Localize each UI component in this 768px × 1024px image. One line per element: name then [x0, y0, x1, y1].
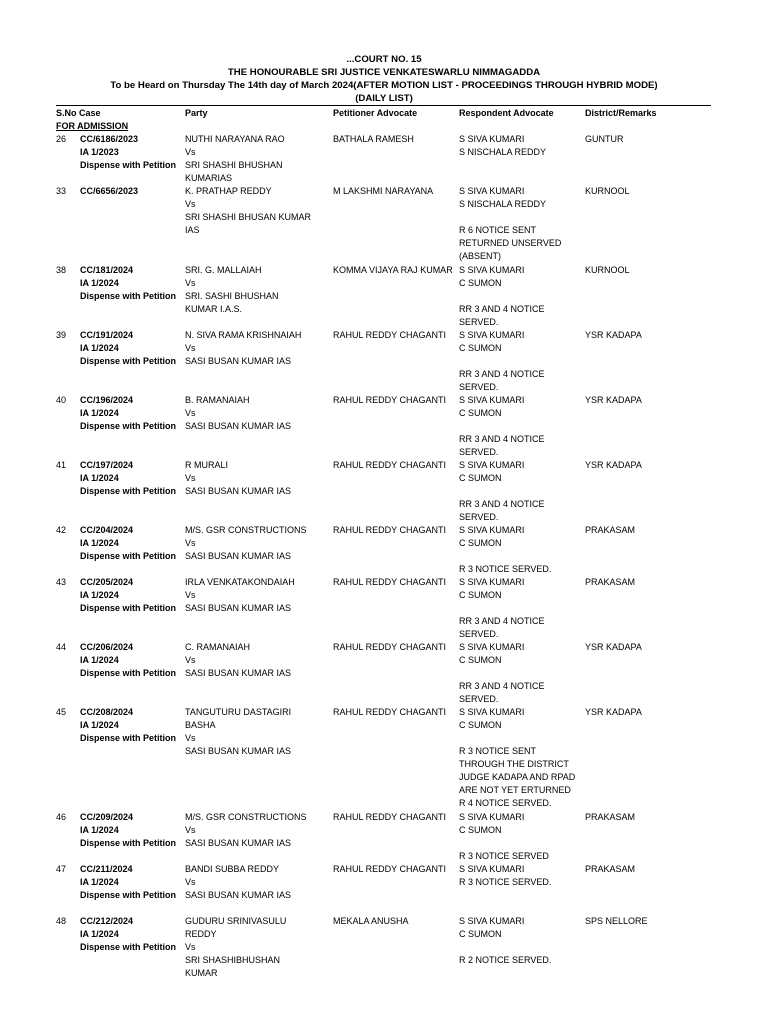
party-names — [185, 915, 286, 980]
party-names-line: B. RAMANAIAH — [185, 395, 250, 405]
case-number-line: IA 1/2024 — [80, 825, 119, 835]
respondent-advocate — [459, 524, 551, 576]
respondent-advocate — [459, 706, 575, 810]
respondent-advocate-line: C SUMON — [459, 655, 502, 665]
petitioner-advocate-line: RAHUL REDDY CHAGANTI — [333, 812, 447, 822]
case-number — [80, 863, 176, 902]
respondent-advocate-line: SERVED. — [459, 317, 499, 327]
serial-number: 33 — [56, 186, 67, 196]
respondent-advocate — [459, 641, 545, 706]
blank-line — [459, 355, 545, 368]
district-remarks: YSR KADAPA — [585, 395, 642, 405]
case-number — [80, 811, 176, 850]
party-names — [185, 185, 311, 237]
blank-line — [459, 211, 561, 224]
district-remarks: PRAKASAM — [585, 577, 636, 587]
respondent-advocate-line: S SIVA KUMARI — [459, 525, 525, 535]
case-number-line: IA 1/2024 — [80, 408, 119, 418]
serial-number: 38 — [56, 265, 67, 275]
party-names — [185, 394, 291, 433]
column-header-district: District/Remarks — [585, 108, 657, 118]
blank-line — [459, 837, 549, 850]
column-header-petitioner: Petitioner Advocate — [333, 108, 418, 118]
party-names-line: M/S. GSR CONSTRUCTIONS — [185, 525, 307, 535]
case-number-line: Dispense with Petition — [80, 733, 177, 743]
respondent-advocate-line: S SIVA KUMARI — [459, 707, 525, 717]
blank-line — [459, 732, 575, 745]
respondent-advocate-line: C SUMON — [459, 473, 502, 483]
case-number-line: Dispense with Petition — [80, 603, 177, 613]
petitioner-advocate-line: RAHUL REDDY CHAGANTI — [333, 330, 447, 340]
petitioner-advocate — [333, 133, 414, 146]
petitioner-advocate — [333, 459, 446, 472]
party-names-line: SASI BUSAN KUMAR IAS — [185, 421, 292, 431]
party-names-line: SRI SHASHI BHUSAN KUMAR — [185, 212, 312, 222]
party-names-line: M/S. GSR CONSTRUCTIONS — [185, 812, 307, 822]
party-names-line: SASI BUSAN KUMAR IAS — [185, 890, 292, 900]
party-names-line: BANDI SUBBA REDDY — [185, 864, 280, 874]
case-number-line: Dispense with Petition — [80, 160, 177, 170]
serial-number: 48 — [56, 916, 67, 926]
case-number-line: CC/206/2024 — [80, 642, 134, 652]
party-names — [185, 811, 307, 850]
respondent-advocate-line: R 3 NOTICE SERVED. — [459, 877, 552, 887]
respondent-advocate-line: S SIVA KUMARI — [459, 864, 525, 874]
party-names — [185, 133, 285, 185]
respondent-advocate-line: R 2 NOTICE SERVED. — [459, 955, 552, 965]
party-names — [185, 264, 279, 316]
respondent-advocate-line: C SUMON — [459, 278, 502, 288]
respondent-advocate-line: C SUMON — [459, 343, 502, 353]
petitioner-advocate-line: M LAKSHMI NARAYANA — [333, 186, 434, 196]
party-names-line: KUMAR — [185, 968, 218, 978]
case-number-line: Dispense with Petition — [80, 668, 177, 678]
respondent-advocate-line: C SUMON — [459, 408, 502, 418]
case-number-line: Dispense with Petition — [80, 551, 177, 561]
party-names-line: IRLA VENKATAKONDAIAH — [185, 577, 295, 587]
case-number — [80, 915, 176, 954]
party-names-line: TANGUTURU DASTAGIRI — [185, 707, 292, 717]
party-names-line: IAS — [185, 225, 200, 235]
case-number-line: IA 1/2024 — [80, 929, 119, 939]
party-names-line: Vs — [185, 343, 196, 353]
case-number-line: IA 1/2024 — [80, 278, 119, 288]
party-names-line: SRI SHASHIBHUSHAN — [185, 955, 281, 965]
respondent-advocate — [459, 394, 545, 459]
respondent-advocate-line: S SIVA KUMARI — [459, 330, 525, 340]
party-names — [185, 863, 291, 902]
petitioner-advocate-line: MEKALA ANUSHA — [333, 916, 409, 926]
party-names-line: Vs — [185, 733, 196, 743]
party-names-line: SASI BUSAN KUMAR IAS — [185, 838, 292, 848]
petitioner-advocate — [333, 706, 446, 719]
respondent-advocate-line: C SUMON — [459, 720, 502, 730]
respondent-advocate-line: R 4 NOTICE SERVED. — [459, 798, 552, 808]
case-number — [80, 133, 176, 172]
case-number-line: IA 1/2024 — [80, 538, 119, 548]
party-names-line: Vs — [185, 278, 196, 288]
petitioner-advocate — [333, 641, 446, 654]
petitioner-advocate — [333, 394, 446, 407]
case-number — [80, 641, 176, 680]
party-names — [185, 459, 291, 498]
column-header-respondent: Respondent Advocate — [459, 108, 554, 118]
column-header-sno-case: S.No Case — [56, 108, 101, 118]
party-names — [185, 706, 291, 758]
respondent-advocate — [459, 264, 545, 329]
district-remarks: SPS NELLORE — [585, 916, 648, 926]
respondent-advocate-line: S NISCHALA REDDY — [459, 199, 547, 209]
party-names-line: SASI BUSAN KUMAR IAS — [185, 356, 292, 366]
petitioner-advocate-line: BATHALA RAMESH — [333, 134, 414, 144]
district-remarks: GUNTUR — [585, 134, 624, 144]
petitioner-advocate-line: KOMMA VIJAYA RAJ KUMAR — [333, 265, 453, 275]
party-names-line: Vs — [185, 473, 196, 483]
column-header-party: Party — [185, 108, 208, 118]
party-names — [185, 329, 301, 368]
district-remarks: PRAKASAM — [585, 864, 636, 874]
case-number-line: CC/197/2024 — [80, 460, 134, 470]
case-number-line: CC/196/2024 — [80, 395, 134, 405]
respondent-advocate-line: JUDGE KADAPA AND RPAD — [459, 772, 576, 782]
case-number-line: Dispense with Petition — [80, 942, 177, 952]
party-names-line: SASI BUSAN KUMAR IAS — [185, 486, 292, 496]
party-names-line: Vs — [185, 147, 196, 157]
petitioner-advocate-line: RAHUL REDDY CHAGANTI — [333, 395, 447, 405]
respondent-advocate-line: R 3 NOTICE SERVED. — [459, 564, 552, 574]
party-names-line: R MURALI — [185, 460, 229, 470]
serial-number: 47 — [56, 864, 67, 874]
petitioner-advocate-line: RAHUL REDDY CHAGANTI — [333, 642, 447, 652]
district-remarks: YSR KADAPA — [585, 642, 642, 652]
serial-number: 44 — [56, 642, 67, 652]
section-title: FOR ADMISSION — [56, 121, 129, 131]
case-number — [80, 185, 138, 198]
petitioner-advocate-line: RAHUL REDDY CHAGANTI — [333, 577, 447, 587]
district-remarks: PRAKASAM — [585, 812, 636, 822]
district-remarks: KURNOOL — [585, 265, 630, 275]
respondent-advocate — [459, 811, 549, 863]
case-number — [80, 329, 176, 368]
case-number — [80, 524, 176, 563]
respondent-advocate-line: S SIVA KUMARI — [459, 577, 525, 587]
respondent-advocate-line: SERVED. — [459, 629, 499, 639]
petitioner-advocate — [333, 524, 446, 537]
respondent-advocate-line: R 6 NOTICE SENT — [459, 225, 537, 235]
petitioner-advocate — [333, 915, 409, 928]
serial-number: 26 — [56, 134, 67, 144]
petitioner-advocate — [333, 329, 446, 342]
serial-number: 41 — [56, 460, 67, 470]
district-remarks: YSR KADAPA — [585, 707, 642, 717]
petitioner-advocate — [333, 863, 446, 876]
petitioner-advocate-line: RAHUL REDDY CHAGANTI — [333, 707, 447, 717]
case-number-line: IA 1/2024 — [80, 877, 119, 887]
party-names-line: Vs — [185, 825, 196, 835]
party-names-line: Vs — [185, 538, 196, 548]
case-number — [80, 459, 176, 498]
blank-line — [459, 602, 545, 615]
respondent-advocate-line: S SIVA KUMARI — [459, 186, 525, 196]
case-number-line: IA 1/2024 — [80, 720, 119, 730]
district-remarks: PRAKASAM — [585, 525, 636, 535]
blank-line — [459, 941, 551, 954]
case-number-line: CC/6656/2023 — [80, 186, 139, 196]
district-remarks: KURNOOL — [585, 186, 630, 196]
respondent-advocate-line: C SUMON — [459, 590, 502, 600]
case-number-line: CC/191/2024 — [80, 330, 134, 340]
respondent-advocate — [459, 863, 551, 889]
case-number-line: CC/211/2024 — [80, 864, 133, 874]
party-names — [185, 524, 307, 563]
case-number-line: CC/181/2024 — [80, 265, 134, 275]
party-names-line: N. SIVA RAMA KRISHNAIAH — [185, 330, 302, 340]
respondent-advocate-line: SERVED. — [459, 694, 499, 704]
serial-number: 43 — [56, 577, 67, 587]
case-number — [80, 264, 176, 303]
party-names-line: BASHA — [185, 720, 216, 730]
respondent-advocate-line: C SUMON — [459, 538, 502, 548]
header-divider — [56, 105, 711, 106]
respondent-advocate-line: SERVED. — [459, 447, 499, 457]
petitioner-advocate — [333, 185, 433, 198]
petitioner-advocate — [333, 576, 446, 589]
respondent-advocate-line: RR 3 AND 4 NOTICE — [459, 616, 545, 626]
case-number-line: CC/212/2024 — [80, 916, 134, 926]
respondent-advocate-line: RR 3 AND 4 NOTICE — [459, 369, 545, 379]
petitioner-advocate-line: RAHUL REDDY CHAGANTI — [333, 864, 447, 874]
blank-line — [459, 667, 545, 680]
respondent-advocate-line: S SIVA KUMARI — [459, 812, 525, 822]
case-number-line: Dispense with Petition — [80, 356, 177, 366]
petitioner-advocate-line: RAHUL REDDY CHAGANTI — [333, 460, 447, 470]
serial-number: 45 — [56, 707, 67, 717]
respondent-advocate — [459, 459, 545, 524]
respondent-advocate-line: RR 3 AND 4 NOTICE — [459, 499, 545, 509]
case-number-line: CC/209/2024 — [80, 812, 134, 822]
party-names-line: KUMARIAS — [185, 173, 233, 183]
respondent-advocate-line: S SIVA KUMARI — [459, 265, 525, 275]
party-names-line: Vs — [185, 199, 196, 209]
court-number: ...COURT NO. 15 — [346, 54, 422, 65]
respondent-advocate-line: SERVED. — [459, 382, 499, 392]
party-names-line: REDDY — [185, 929, 217, 939]
respondent-advocate-line: S SIVA KUMARI — [459, 642, 525, 652]
serial-number: 39 — [56, 330, 67, 340]
party-names-line: SRI. SASHI BHUSHAN — [185, 291, 279, 301]
party-names-line: Vs — [185, 942, 196, 952]
party-names-line: GUDURU SRINIVASULU — [185, 916, 287, 926]
case-number — [80, 706, 176, 745]
respondent-advocate-line: RETURNED UNSERVED — [459, 238, 562, 248]
respondent-advocate — [459, 133, 546, 159]
district-remarks: YSR KADAPA — [585, 330, 642, 340]
respondent-advocate-line: S SIVA KUMARI — [459, 134, 525, 144]
respondent-advocate-line: THROUGH THE DISTRICT — [459, 759, 569, 769]
party-names-line: NUTHI NARAYANA RAO — [185, 134, 285, 144]
respondent-advocate — [459, 576, 545, 641]
case-number-line: Dispense with Petition — [80, 421, 177, 431]
case-number-line: CC/205/2024 — [80, 577, 134, 587]
serial-number: 40 — [56, 395, 67, 405]
respondent-advocate-line: S SIVA KUMARI — [459, 395, 525, 405]
serial-number: 46 — [56, 812, 67, 822]
case-number-line: Dispense with Petition — [80, 890, 177, 900]
party-names-line: Vs — [185, 877, 196, 887]
respondent-advocate-line: (ABSENT) — [459, 251, 502, 261]
party-names-line: SASI BUSAN KUMAR IAS — [185, 551, 292, 561]
case-number-line: CC/6186/2023 — [80, 134, 139, 144]
party-names-line: Vs — [185, 408, 196, 418]
party-names-line: SRI. G. MALLAIAH — [185, 265, 262, 275]
party-names-line: Vs — [185, 590, 196, 600]
respondent-advocate-line: R 3 NOTICE SERVED — [459, 851, 549, 861]
case-number-line: IA 1/2024 — [80, 343, 119, 353]
respondent-advocate-line: RR 3 AND 4 NOTICE — [459, 681, 545, 691]
respondent-advocate-line: S SIVA KUMARI — [459, 916, 525, 926]
case-number-line: CC/208/2024 — [80, 707, 134, 717]
respondent-advocate — [459, 329, 545, 394]
case-number-line: IA 1/2024 — [80, 590, 119, 600]
respondent-advocate-line: R 3 NOTICE SENT — [459, 746, 537, 756]
respondent-advocate-line: ARE NOT YET ERTURNED — [459, 785, 571, 795]
case-number-line: IA 1/2023 — [80, 147, 119, 157]
district-remarks: YSR KADAPA — [585, 460, 642, 470]
blank-line — [459, 420, 545, 433]
respondent-advocate-line: C SUMON — [459, 929, 502, 939]
party-names — [185, 576, 295, 615]
party-names-line: SASI BUSAN KUMAR IAS — [185, 746, 292, 756]
petitioner-advocate — [333, 811, 446, 824]
blank-line — [459, 290, 545, 303]
respondent-advocate-line: S NISCHALA REDDY — [459, 147, 547, 157]
party-names-line: Vs — [185, 655, 196, 665]
list-type: (DAILY LIST) — [355, 93, 413, 104]
party-names-line: SASI BUSAN KUMAR IAS — [185, 603, 292, 613]
respondent-advocate — [459, 915, 551, 967]
party-names-line: K. PRATHAP REDDY — [185, 186, 272, 196]
hearing-info: To be Heard on Thursday The 14th day of March 2024(AFTER MOTION LIST - PROCEEDINGS THROUGH HYBRID MODE) — [110, 80, 658, 91]
respondent-advocate-line: RR 3 AND 4 NOTICE — [459, 304, 545, 314]
party-names-line: C. RAMANAIAH — [185, 642, 251, 652]
case-number — [80, 394, 176, 433]
case-number — [80, 576, 176, 615]
respondent-advocate-line: RR 3 AND 4 NOTICE — [459, 434, 545, 444]
respondent-advocate-line: SERVED. — [459, 512, 499, 522]
case-number-line: CC/204/2024 — [80, 525, 134, 535]
party-names — [185, 641, 291, 680]
case-number-line: IA 1/2024 — [80, 473, 119, 483]
petitioner-advocate — [333, 264, 453, 277]
party-names-line: SASI BUSAN KUMAR IAS — [185, 668, 292, 678]
case-number-line: Dispense with Petition — [80, 838, 177, 848]
document-header — [0, 53, 768, 105]
blank-line — [459, 485, 545, 498]
case-number-line: Dispense with Petition — [80, 291, 177, 301]
respondent-advocate-line: S SIVA KUMARI — [459, 460, 525, 470]
party-names-line: KUMAR I.A.S. — [185, 304, 243, 314]
case-number-line: IA 1/2024 — [80, 655, 119, 665]
petitioner-advocate-line: RAHUL REDDY CHAGANTI — [333, 525, 447, 535]
respondent-advocate — [459, 185, 561, 263]
party-names-line: SRI SHASHI BHUSHAN — [185, 160, 283, 170]
blank-line — [459, 550, 551, 563]
judge-name: THE HONOURABLE SRI JUSTICE VENKATESWARLU NIMMAGADDA — [227, 67, 541, 78]
respondent-advocate-line: C SUMON — [459, 825, 502, 835]
serial-number: 42 — [56, 525, 67, 535]
case-number-line: Dispense with Petition — [80, 486, 177, 496]
